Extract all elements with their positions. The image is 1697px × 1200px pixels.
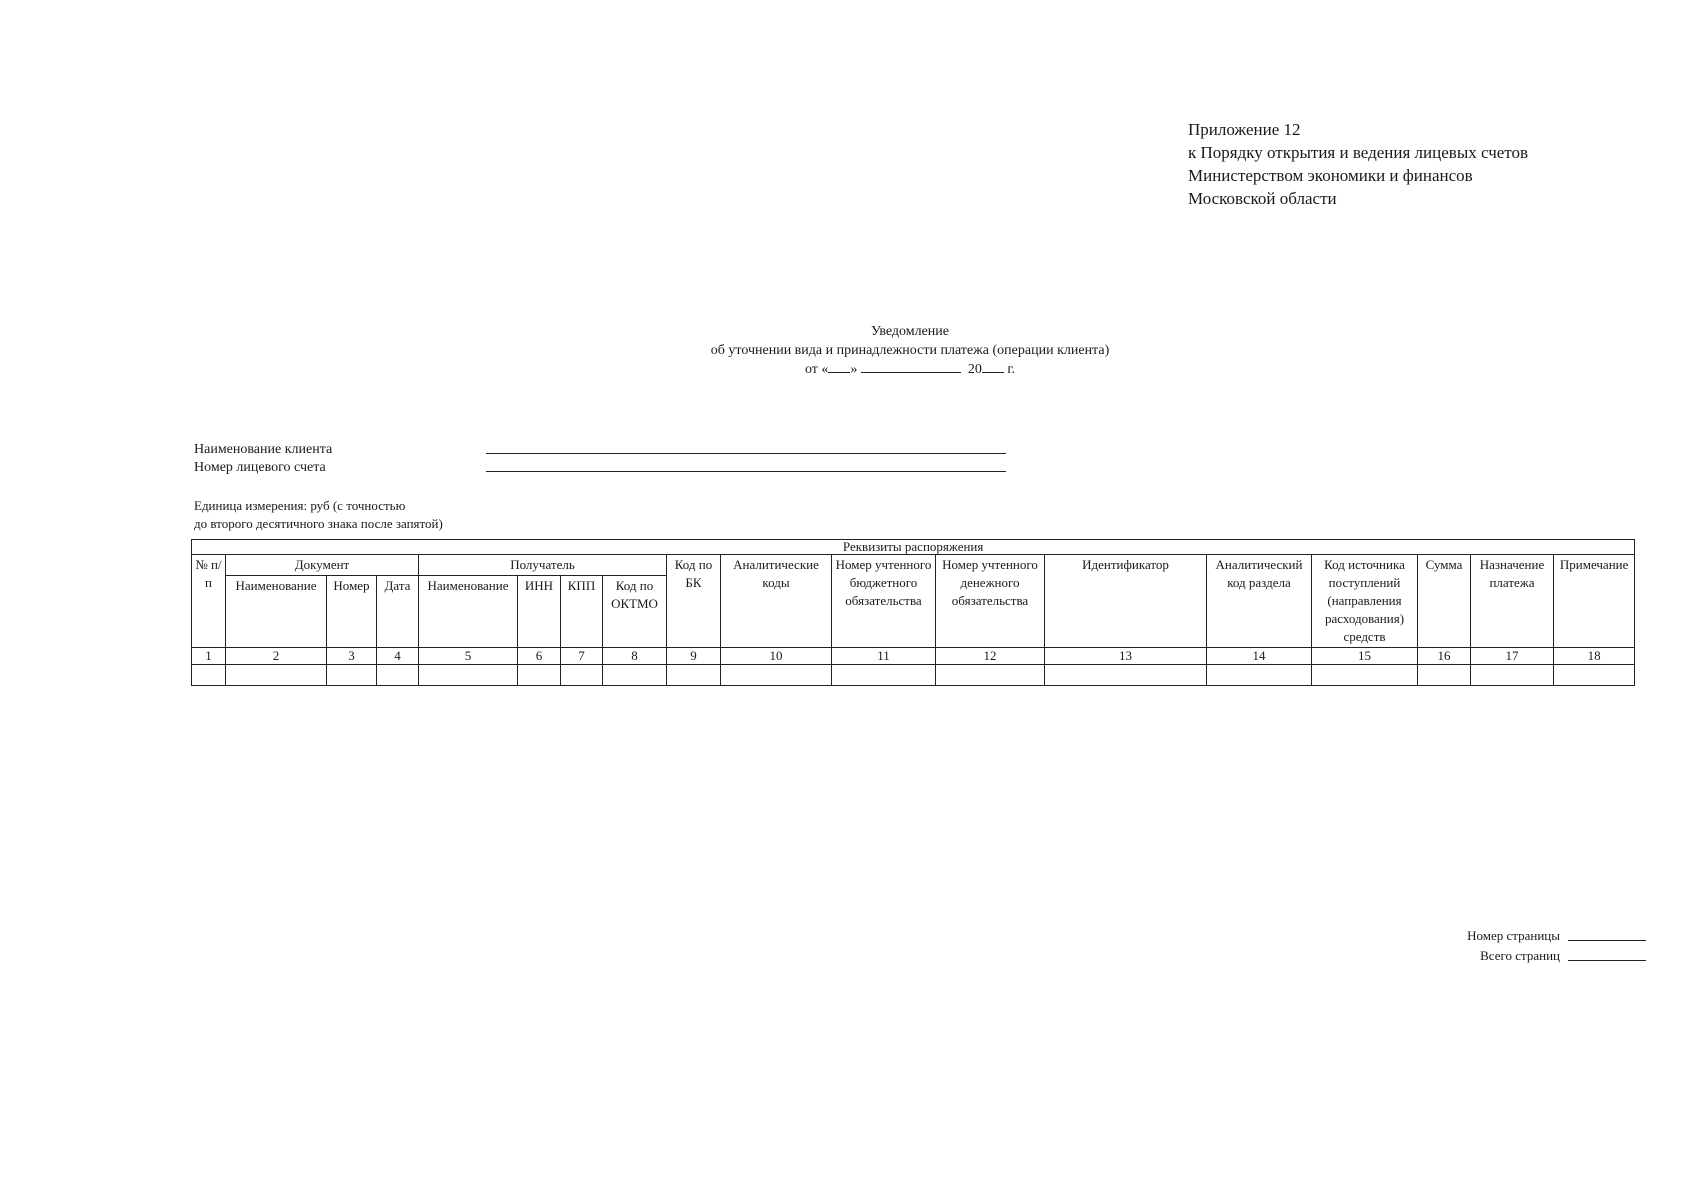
account-number-row <box>194 459 332 477</box>
appendix-line-4: Московской области <box>1188 189 1337 208</box>
page-footer <box>1400 926 1560 966</box>
kbk-header: Код по БК <box>667 555 721 648</box>
purpose-header: Назначение платежа <box>1471 555 1554 648</box>
col-num: 18 <box>1554 648 1635 665</box>
oktmo-header: Код по ОКТМО <box>603 576 667 648</box>
table-cell[interactable] <box>226 665 327 686</box>
total-pages-label: Всего страниц <box>1480 948 1560 963</box>
table-cell[interactable] <box>1045 665 1207 686</box>
date-suffix: г. <box>1007 362 1016 377</box>
document-group-header: Документ <box>226 555 419 576</box>
inn-header: ИНН <box>518 576 561 648</box>
table-cell[interactable] <box>832 665 936 686</box>
col-num: 7 <box>561 648 603 665</box>
units-note <box>194 497 443 533</box>
table-cell[interactable] <box>1312 665 1418 686</box>
day-blank[interactable] <box>828 360 850 373</box>
col-num: 8 <box>603 648 667 665</box>
col-num: 16 <box>1418 648 1471 665</box>
table-cell[interactable] <box>667 665 721 686</box>
total-pages-row <box>1400 946 1560 966</box>
col-num: 4 <box>377 648 419 665</box>
col-num: 17 <box>1471 648 1554 665</box>
section-code-header: Аналитический код раздела <box>1207 555 1312 648</box>
source-code-header: Код источника поступлений (направления расходования) средств <box>1312 555 1418 648</box>
table-cell[interactable] <box>936 665 1045 686</box>
table-cell[interactable] <box>377 665 419 686</box>
table-cell[interactable] <box>1207 665 1312 686</box>
col-num: 11 <box>832 648 936 665</box>
doc-date-header: Дата <box>377 576 419 648</box>
client-name-field[interactable] <box>486 453 1006 454</box>
col-num: 3 <box>327 648 377 665</box>
date-year: 20 <box>967 362 982 377</box>
table-cell[interactable] <box>419 665 518 686</box>
notification-table <box>191 539 1635 686</box>
col-num: 6 <box>518 648 561 665</box>
title-line-2: об уточнении вида и принадлежности платежа (операции клиента) <box>710 343 1110 358</box>
appendix-line-2: к Порядку открытия и ведения лицевых счетов <box>1188 143 1529 162</box>
table-cell[interactable] <box>327 665 377 686</box>
col-num: 9 <box>667 648 721 665</box>
budget-obligation-header: Номер учтенного бюджетного обязательства <box>832 555 936 648</box>
table-cell[interactable] <box>1418 665 1471 686</box>
appendix-header <box>1188 118 1528 210</box>
table-cell[interactable] <box>603 665 667 686</box>
table-cell[interactable] <box>192 665 226 686</box>
requisites-header: Реквизиты распоряжения <box>192 540 1635 555</box>
table-cell[interactable] <box>1554 665 1635 686</box>
client-block <box>194 441 332 477</box>
recipient-group-header: Получатель <box>419 555 667 576</box>
doc-number-header: Номер <box>327 576 377 648</box>
table-row <box>192 665 1635 686</box>
year-blank[interactable] <box>982 360 1004 373</box>
money-obligation-header: Номер учтенного денежного обязательства <box>936 555 1045 648</box>
kpp-header: КПП <box>561 576 603 648</box>
identifier-header: Идентификатор <box>1045 555 1207 648</box>
col-num: 1 <box>192 648 226 665</box>
column-numbers-row <box>192 648 1635 665</box>
col-number-header: № п/п <box>192 555 226 648</box>
page-number-label: Номер страницы <box>1467 928 1560 943</box>
appendix-line-1: Приложение 12 <box>1188 120 1301 139</box>
document-title <box>560 322 1260 379</box>
table-cell[interactable] <box>1471 665 1554 686</box>
total-pages-field[interactable] <box>1568 960 1646 961</box>
appendix-line-3: Министерством экономики и финансов <box>1188 166 1473 185</box>
analytic-codes-header: Аналитические коды <box>721 555 832 648</box>
table-cell[interactable] <box>561 665 603 686</box>
table-cell[interactable] <box>721 665 832 686</box>
title-date-line <box>560 360 1260 379</box>
units-line-2: до второго десятичного знака после запятой) <box>194 516 443 531</box>
date-mid: » <box>850 362 858 377</box>
client-name-row <box>194 441 332 459</box>
date-prefix: от « <box>804 362 829 377</box>
month-blank[interactable] <box>861 360 961 373</box>
col-num: 10 <box>721 648 832 665</box>
title-line-1: Уведомление <box>870 324 949 339</box>
client-name-label: Наименование клиента <box>194 442 333 457</box>
page-number-row <box>1400 926 1560 946</box>
col-num: 5 <box>419 648 518 665</box>
col-num: 14 <box>1207 648 1312 665</box>
col-num: 12 <box>936 648 1045 665</box>
units-line-1: Единица измерения: руб (с точностью <box>194 498 406 513</box>
doc-name-header: Наименование <box>226 576 327 648</box>
account-number-label: Номер лицевого счета <box>194 460 326 475</box>
recipient-name-header: Наименование <box>419 576 518 648</box>
col-num: 13 <box>1045 648 1207 665</box>
account-number-field[interactable] <box>486 471 1006 472</box>
sum-header: Сумма <box>1418 555 1471 648</box>
col-num: 2 <box>226 648 327 665</box>
note-header: Примечание <box>1554 555 1635 648</box>
page-number-field[interactable] <box>1568 940 1646 941</box>
col-num: 15 <box>1312 648 1418 665</box>
table-cell[interactable] <box>518 665 561 686</box>
